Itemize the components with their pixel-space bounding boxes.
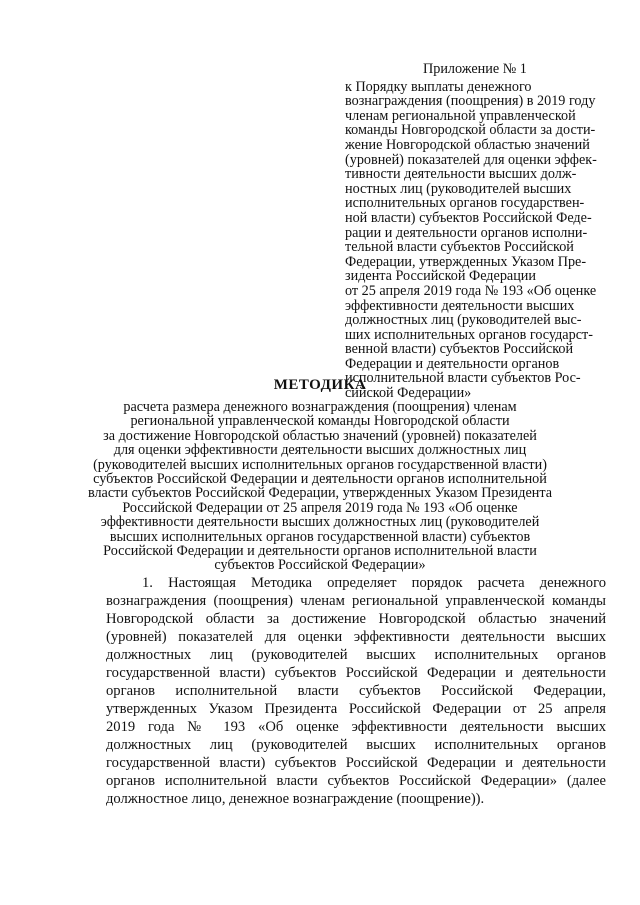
paragraph-line: государственной власти) субъектов Российской Федерации и деятельности: [106, 665, 606, 681]
paragraph-line: должностных лиц (руководителей высших исполнительных органов: [106, 737, 606, 753]
appendix-line: зидента Российской Федерации: [345, 268, 536, 285]
appendix-line: членам региональной управленческой: [345, 107, 576, 124]
paragraph-1: [106, 574, 606, 808]
appendix-line: Федерации и деятельности органов: [345, 355, 560, 372]
appendix-line: к Порядку выплаты денежного: [345, 78, 532, 95]
subtitle-line: Российской Федерации и деятельности органов исполнительной власти: [103, 543, 537, 560]
appendix-line: команды Новгородской области за дости-: [345, 122, 596, 139]
subtitle-line: региональной управленческой команды Новгородской области: [130, 413, 510, 430]
subtitle-line: для оценки эффективности деятельности высших должностных лиц: [113, 442, 527, 459]
appendix-line: от 25 апреля 2019 года № 193 «Об оценке: [345, 282, 597, 299]
appendix-line: тельной власти субъектов Российской: [345, 239, 574, 256]
paragraph-line: государственной власти) субъектов Российской Федерации и деятельности: [106, 755, 606, 771]
paragraph-line: (уровней) показателей для оценки эффективности деятельности высших: [106, 629, 606, 645]
appendix-line: должностных лиц (руководителей выс-: [345, 312, 582, 329]
appendix-line: исполнительной власти субъектов Рос-: [345, 370, 581, 387]
appendix-line: ностных лиц (руководителей высших: [345, 180, 572, 197]
appendix-line: тивности деятельности высших долж-: [345, 166, 577, 183]
appendix-line: ной власти) субъектов Российской Феде-: [345, 209, 592, 226]
subtitle-line: субъектов Российской Федерации и деятельности органов исполнительной: [93, 471, 547, 488]
paragraph-line: вознаграждения (поощрения) членам региональной управленческой команды: [106, 593, 606, 609]
subtitle-line: за достижение Новгородской областью значений (уровней) показателей: [103, 427, 537, 444]
appendix-line: сийской Федерации»: [345, 385, 472, 402]
subtitle-line: (руководителей высших исполнительных органов государственной власти): [93, 456, 547, 473]
paragraph-line: должностных лиц (руководителей высших исполнительных органов: [106, 647, 606, 663]
appendix-line: ших исполнительных органов государст-: [345, 326, 593, 343]
appendix-line: эффективности деятельности высших: [345, 297, 575, 314]
appendix-line: Федерации, утвержденных Указом Пре-: [345, 253, 587, 270]
subtitle-line: эффективности деятельности высших должностных лиц (руководителей: [100, 514, 540, 531]
paragraph-line: 1. Настоящая Методика определяет порядок расчета денежного: [142, 575, 606, 591]
appendix-line: (уровней) показателей для оценки эффек-: [345, 151, 597, 168]
paragraph-line: органов исполнительной власти субъектов Российской Федерации» (далее: [106, 773, 606, 789]
subtitle-line: расчета размера денежного вознаграждения (поощрения) членам: [123, 399, 517, 415]
appendix-line: рации и деятельности органов исполни-: [345, 224, 588, 241]
document-title: МЕТОДИКА: [273, 377, 367, 393]
appendix-line: венной власти) субъектов Российской: [345, 341, 574, 358]
paragraph-line: 2019 года № 193 «Об оценке эффективности деятельности высших: [106, 719, 606, 735]
appendix-line: исполнительных органов государствен-: [345, 195, 585, 212]
subtitle-line: субъектов Российской Федерации»: [214, 557, 426, 574]
paragraph-line: должностное лицо, денежное вознаграждение (поощрение)).: [106, 791, 485, 807]
paragraph-line: органов исполнительной власти субъектов Российской Федерации,: [106, 683, 606, 699]
appendix-line: жение Новгородской областью значений: [345, 136, 590, 153]
paragraph-line: Новгородской области за достижение Новгородской областью значений: [106, 611, 606, 627]
subtitle-line: высших исполнительных органов государственной власти) субъектов: [109, 528, 531, 545]
paragraph-line: утвержденных Указом Президента Российской Федерации от 25 апреля: [106, 701, 606, 717]
document-subtitle: [70, 400, 570, 573]
subtitle-line: Российской Федерации от 25 апреля 2019 года № 193 «Об оценке: [122, 499, 518, 516]
appendix-line: вознаграждения (поощрения) в 2019 году: [345, 93, 596, 110]
appendix-block: [345, 62, 620, 401]
subtitle-line: власти субъектов Российской Федерации, утвержденных Указом Президента: [87, 485, 553, 502]
appendix-title: Приложение № 1: [423, 61, 527, 77]
